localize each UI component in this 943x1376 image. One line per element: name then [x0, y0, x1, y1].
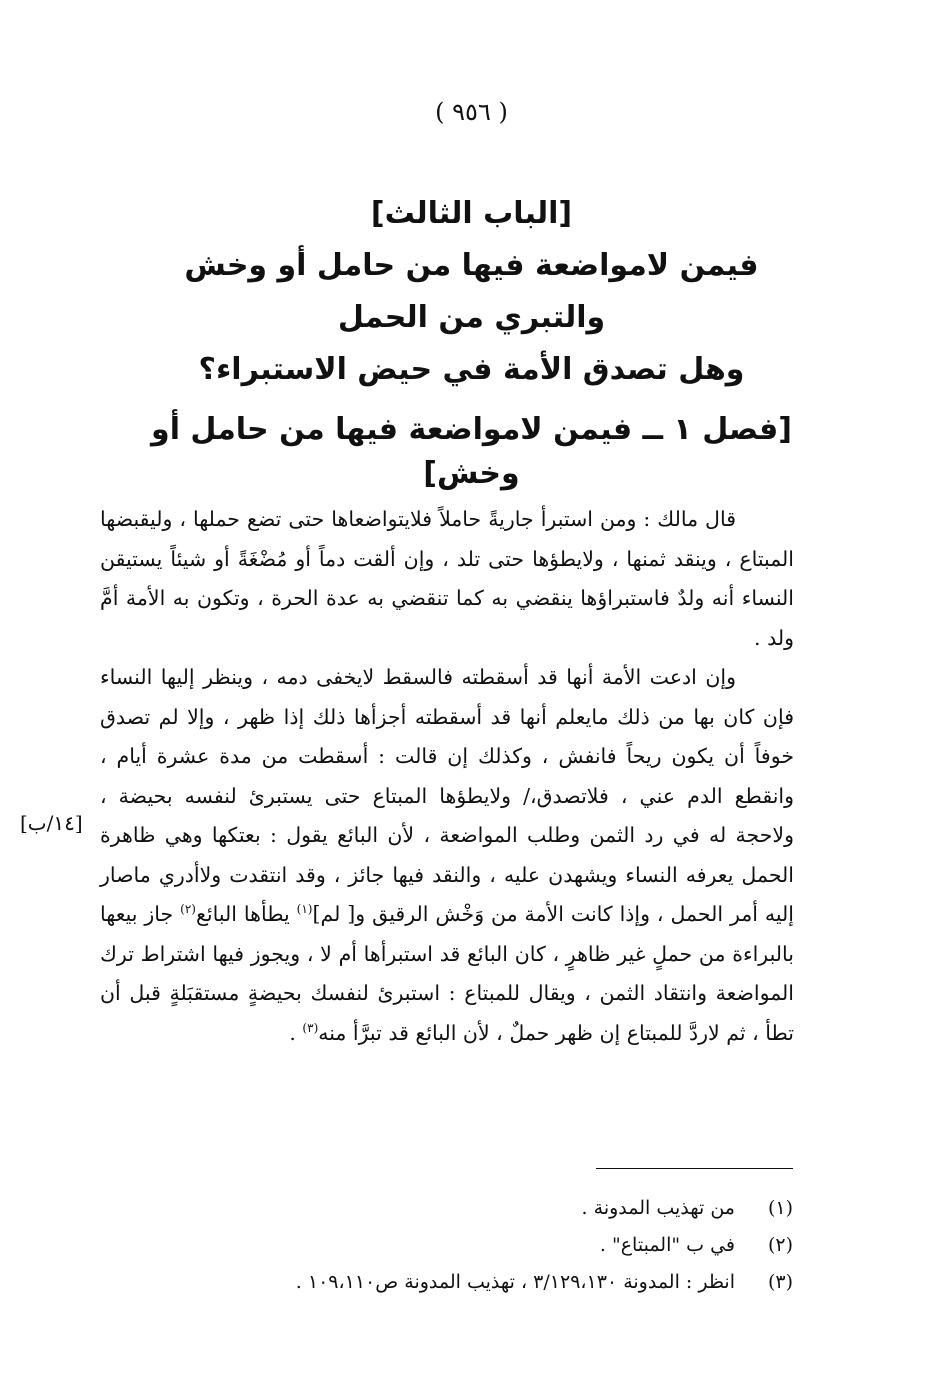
- footnote-ref-3: (٣): [302, 1020, 319, 1035]
- paragraph-2-part-3: جاز بيعها بالبراءة من حملٍ غير ظاهرٍ ، كان البائع قد استبرأها أم لا ، ويجوز فيها اشتراط ترك المواضعة وانتقاد الثمن ، ويقال للمبتاع : استبرئ لنفسك بحيضةٍ مستقبَلةٍ قبل أن تطأ ، ثم لاردَّ للمبتاع إن ظهر حملٌ ، لأن البائع قد تبرَّأ منه: [100, 902, 794, 1045]
- footnote-text: من تهذيب المدونة .: [581, 1197, 735, 1219]
- page-number: ( ٩٥٦ ): [435, 98, 508, 126]
- paragraph-2-part-2: يطأها البائع: [195, 902, 297, 926]
- chapter-heading: [150, 188, 793, 396]
- paragraph-2: [100, 658, 794, 1053]
- paragraph-1: قال مالك : ومن استبرأ جاريةً حاملاً فلايتواضعاها حتى تضع حملها ، وليقبضها المبتاع ، وينقد ثمنها ، ولايطؤها حتى تلد ، وإن ألقت دماً أو مُضْغَةً أو شيئاً يستيقن النساء أنه ولدٌ فاستبراؤها ينقضي به كما تنقضي به عدة الحرة ، وتكون به الأمة أمَّ ولد .: [100, 507, 794, 650]
- footnote-number: (٣): [767, 1271, 793, 1293]
- footnote-3: [150, 1264, 793, 1301]
- footnote-text: في ب "المبتاع" .: [599, 1234, 735, 1256]
- paragraph-2-end: .: [289, 1020, 303, 1045]
- paragraph-2-part-1: وإن ادعت الأمة أنها قد أسقطته فالسقط لايخفى دمه ، وينظر إليها النساء فإن كان بها من ذلك مايعلم أنها قد أسقطته أجزأها ذلك إذا ظهر ، وإلا لم تصدق خوفاً أن يكون ريحاً فانفش ، وكذلك إن قالت : أسقطت من مدة عشرة أيام ، وانقطع الدم عني ، فلاتصدق،/ ولايطؤها المبتاع حتى يستبرئ لنفسه بحيضة ، ولاحجة له في رد الثمن وطلب المواضعة ، لأن البائع يقول : بعتكها وهي ظاهرة الحمل يعرفه النساء ويشهدن عليه ، والنقد فيها جائز ، وقد انتقدت ولاأدري ماصار إليه أمر الحمل ، وإذا كانت الأمة من وَخْش الرقيق و[ لم]: [100, 665, 794, 926]
- chapter-title-line-2: والتبري من الحمل: [337, 300, 606, 335]
- footnote-number: (١): [767, 1197, 793, 1219]
- footnote-2: [150, 1227, 793, 1264]
- footnote-1: [150, 1190, 793, 1227]
- footnote-text: انظر : المدونة ٣/١٢٩،١٣٠ ، تهذيب المدونة ص١٠٩،١١٠ .: [295, 1271, 735, 1293]
- chapter-title-line-1: فيمن لامواضعة فيها من حامل أو وخش: [184, 248, 759, 283]
- footnotes: [150, 1190, 793, 1301]
- manuscript-folio-note: [١٤/ب]: [20, 811, 83, 835]
- section-title: [فصل ١ ــ فيمن لامواضعة فيها من حامل أو وخش]: [151, 412, 792, 491]
- chapter-title-line-3: وهل تصدق الأمة في حيض الاستبراء؟: [198, 352, 745, 387]
- footnote-ref-1: (١): [296, 902, 313, 917]
- body-text: [100, 500, 794, 1053]
- chapter-label: [الباب الثالث]: [370, 196, 573, 231]
- footnote-number: (٢): [767, 1234, 793, 1256]
- footnote-ref-2: (٢): [180, 902, 196, 917]
- footnote-divider: [596, 1168, 793, 1169]
